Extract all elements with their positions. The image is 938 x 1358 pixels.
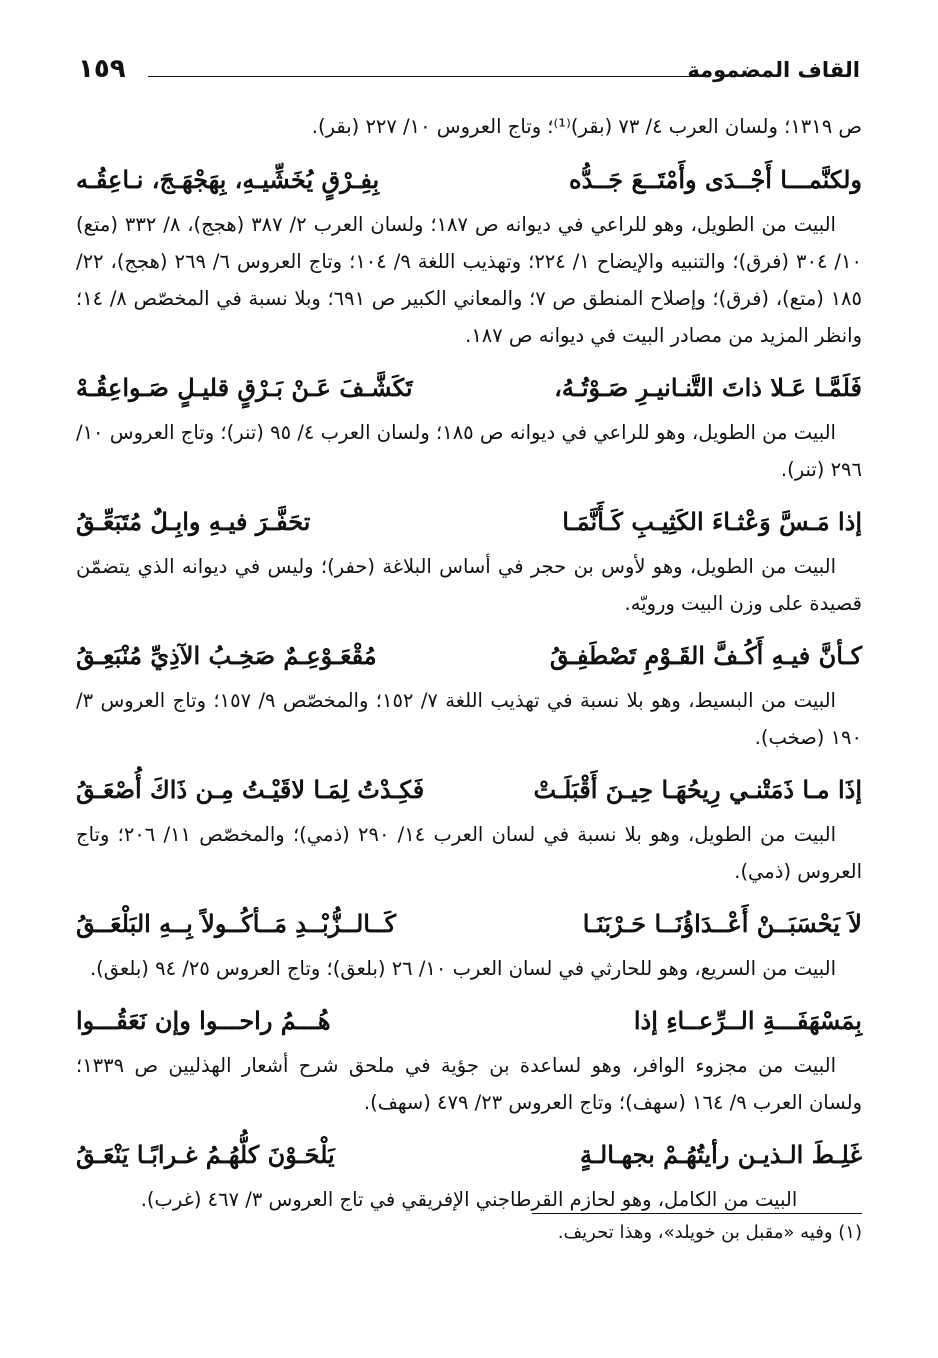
verse-note: البيت من الطويل، وهو بلا نسبة في لسان العرب ١٤/ ٢٩٠ (ذمي)؛ والمخصّص ١١/ ٢٠٦؛ وتاج العروس (ذمي). (76, 823, 862, 883)
verse-second-hemistich: مُقْعَـوْعِـمٌ صَخِـبُ الآذِيِّ مُنْبَعِـقُ (76, 641, 377, 670)
page-number: ١٥٩ (78, 54, 126, 84)
verse-first-hemistich: بِمَسْهَفَـــةِ الــرِّعــاءِ إذا (633, 1006, 862, 1035)
verse-first-hemistich: غَلِـطَ الـذيـن رأيتُهُـمْ بجهـالـةٍ (580, 1140, 862, 1169)
footnote: (١) وفيه «مقبل بن خويلد»، وهذا تحريف. (557, 1222, 862, 1243)
entry (76, 160, 862, 354)
verse-line (76, 636, 862, 676)
verse-first-hemistich: كـأنَّ فيـهِ أَكُـفَّ القَـوْمِ تَصْطَفِـقُ (549, 641, 862, 670)
verse-second-hemistich: هُـــمُ راحـــوا وإن نَعَقُـــوا (76, 1006, 331, 1035)
verse-line (76, 1001, 862, 1041)
verse-second-hemistich: يَلْحَـوْنَ كلُّهُـمُ غـرابًـا يَنْعَـقُ (76, 1140, 335, 1169)
footnote-rule (532, 1213, 862, 1214)
running-title: القاف المضمومة (687, 58, 860, 82)
verse-line (76, 770, 862, 810)
entry (76, 502, 862, 622)
verse-second-hemistich: فَكِـدْتُ لِمَـا لاقَيْـتُ مِـن ذَاكَ أُصْعَـقُ (76, 775, 425, 804)
page-content (76, 108, 862, 1218)
entry (76, 770, 862, 890)
verse-first-hemistich: إذا مَـسَّ وَعْثـاءَ الكَثِيـبِ كَـأَنَّمَـا (562, 507, 862, 536)
page-header (78, 54, 860, 94)
verse-first-hemistich: لاَ يَحْسَبَــنْ أَعْــدَاؤُنَــا حَـرْبَنَـا (582, 909, 862, 938)
entry (76, 1135, 862, 1218)
verse-note: البيت من الطويل، وهو لأوس بن حجر في أساس البلاغة (حفر)؛ وليس في ديوانه الذي يتضمّن قصيدة على وزن البيت ورويّه. (76, 555, 862, 615)
verse-first-hemistich: إذَا مـا ذَمَتْنـي رِيحُهَـا حِيـنَ أَقْبَلَـتْ (533, 775, 862, 804)
verse-line (76, 904, 862, 944)
verse-note: البيت من الكامل، وهو لحازم القرطاجني الإفريقي في تاج العروس ٣/ ٤٦٧ (غرب). (140, 1188, 798, 1211)
verse-note: البيت من الطويل، وهو للراعي في ديوانه ص ١٨٥؛ ولسان العرب ٤/ ٩٥ (تنر)؛ وتاج العروس ١٠/ ٢٩٦ (تنر). (76, 421, 862, 481)
entry (76, 1001, 862, 1121)
entry (76, 368, 862, 488)
verse-line (76, 502, 862, 542)
verse-first-hemistich: فَلَمَّـا عَـلا ذاتَ التَّنـانيـرِ صَـوْتُـهُ، (554, 373, 862, 402)
verse-line (76, 1135, 862, 1175)
verse-second-hemistich: تَكَشَّـفَ عَـنْ بَـرْقٍ قليـلٍ صَـواعِقُـهْ (76, 373, 413, 402)
entry (76, 636, 862, 756)
verse-line (76, 368, 862, 408)
verse-note: البيت من الطويل، وهو للراعي في ديوانه ص ١٨٧؛ ولسان العرب ٢/ ٣٨٧ (هجج)، ٨/ ٣٣٢ (متع) ١٠/ ٣٠٤ (فرق)؛ والتنبيه والإيضاح ١/ ٢٢٤؛ وتهذيب اللغة ٩/ ١٠٤؛ وتاج العروس ٦/ ٢٦٩ (هجج)، ٢٢/ ١٨٥ (متع)، (فرق)؛ وإصلاح المنطق ص ٧؛ والمعاني الكبير ص ٦٩١؛ وبلا نسبة في المخصّص ٨/ ١٤؛ وانظر المزيد من مصادر البيت في ديوانه ص ١٨٧. (76, 213, 862, 347)
verse-note: البيت من مجزوء الوافر، وهو لساعدة بن جؤية في ملحق شرح أشعار الهذليين ص ١٣٣٩؛ ولسان العرب ٩/ ١٦٤ (سهف)؛ وتاج العروس ٢٣/ ٤٧٩ (سهف). (76, 1054, 862, 1114)
verse-line (76, 160, 862, 200)
verse-second-hemistich: كَــالــزُّبْــدِ مَــأكُــولاً بِــهِ البَلْعَــقُ (76, 909, 397, 938)
continued-note: ص ١٣١٩؛ ولسان العرب ٤/ ٧٣ (بقر)⁽¹⁾؛ وتاج العروس ١٠/ ٢٢٧ (بقر). (311, 115, 862, 138)
verse-note: البيت من البسيط، وهو بلا نسبة في تهذيب اللغة ٧/ ١٥٢؛ والمخصّص ٩/ ١٥٧؛ وتاج العروس ٣/ ١٩٠ (صخب). (76, 689, 862, 749)
verse-first-hemistich: ولكنَّمـــا أَجْــدَى وأَمْتَــعَ جَــدُّه (569, 165, 862, 194)
entry (76, 904, 862, 987)
verse-second-hemistich: تحَفَّـرَ فيـهِ وابِـلٌ مُتَبَعِّـقُ (76, 507, 311, 536)
verse-note: البيت من السريع، وهو للحارثي في لسان العرب ١٠/ ٢٦ (بلعق)؛ وتاج العروس ٢٥/ ٩٤ (بلعق). (89, 957, 836, 980)
verse-second-hemistich: بِفِـرْقٍ يُخَشِّيـهِ، بِهَجْهَـجَ، نـاعِقُـه (76, 165, 380, 194)
header-rule (148, 76, 710, 77)
